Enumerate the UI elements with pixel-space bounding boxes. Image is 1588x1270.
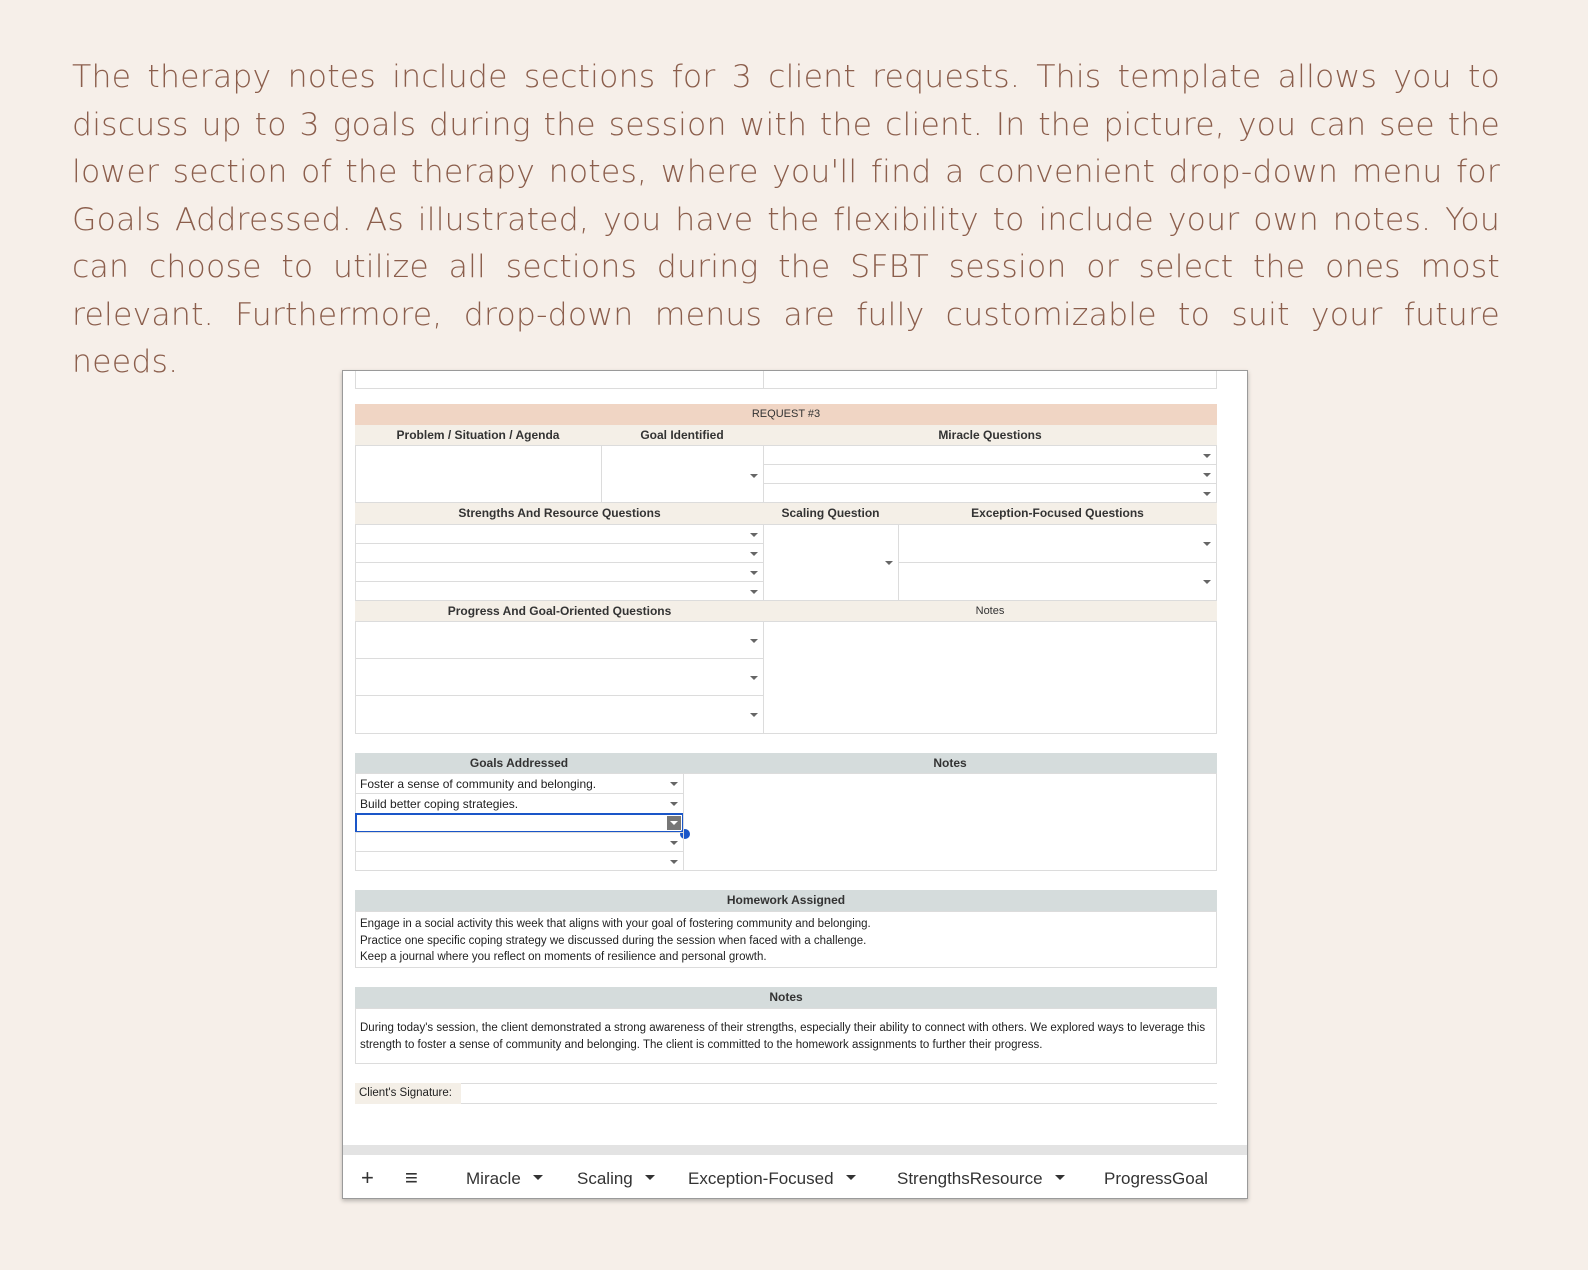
chevron-down-icon[interactable] — [1203, 542, 1211, 546]
strengths-question-1[interactable] — [355, 524, 764, 544]
chevron-down-icon[interactable] — [750, 533, 758, 537]
scaling-header: Scaling Question — [781, 506, 880, 520]
chevron-down-icon[interactable] — [670, 802, 678, 806]
goals-notes-cell[interactable] — [683, 773, 1217, 871]
progress-question-2[interactable] — [355, 658, 764, 696]
chevron-down-icon[interactable] — [750, 590, 758, 594]
chevron-down-icon[interactable] — [885, 561, 893, 565]
tab-miracle-label: Miracle — [466, 1169, 521, 1188]
goals-notes-header: Notes — [933, 756, 967, 770]
intro-paragraph: The therapy notes include sections for 3 client requests. This template allows you to discuss up to 3 goals during the session with the client. In the picture, you can see the lower section of the therapy notes, where you'll find a convenient drop-down menu for Goals Addressed. As illustrated, you have the flexibility to include your own notes. You can choose to utilize all sections during the SFBT session or select the ones most relevant. Furthermore, drop-down menus are fully customizable to suit your future needs. — [72, 59, 1500, 380]
chevron-down-icon[interactable] — [670, 860, 678, 864]
homework-cell[interactable] — [355, 911, 1217, 968]
spreadsheet-screenshot — [342, 370, 1248, 1199]
chevron-down-icon[interactable] — [1203, 580, 1211, 584]
dropdown-button-icon[interactable] — [667, 816, 681, 830]
signature-label: Client's Signature: — [355, 1083, 461, 1104]
chevron-down-icon[interactable] — [533, 1175, 543, 1180]
chevron-down-icon[interactable] — [750, 474, 758, 478]
chevron-down-icon[interactable] — [645, 1175, 655, 1180]
tab-miracle[interactable] — [466, 1169, 543, 1189]
goal-identified-header: Goal Identified — [640, 428, 724, 442]
tab-scaling[interactable] — [577, 1169, 655, 1189]
goal-item-1-label: Foster a sense of community and belonging. — [360, 777, 597, 791]
request-title: REQUEST #3 — [355, 404, 1217, 425]
session-notes-cell[interactable] — [355, 1008, 1217, 1064]
tab-strengths-resource[interactable] — [897, 1169, 1065, 1189]
chevron-down-icon[interactable] — [750, 676, 758, 680]
strengths-question-4[interactable] — [355, 581, 764, 601]
sheet-tab-bar — [343, 1145, 1247, 1198]
session-notes-text: During today's session, the client demonstrated a strong awareness of their strengths, especially their ability to connect with others. We explored ways to leverage this strength to foster a sense of community and belonging. The client is committed to the homework assignments to further their progress. — [360, 1022, 1206, 1051]
goals-addressed-header: Goals Addressed — [469, 756, 569, 770]
all-sheets-menu-icon[interactable]: ≡ — [405, 1165, 418, 1190]
chevron-down-icon[interactable] — [750, 713, 758, 717]
chevron-down-icon[interactable] — [750, 552, 758, 556]
goal-item-2[interactable] — [355, 793, 684, 814]
miracle-question-2[interactable] — [763, 464, 1217, 484]
miracle-question-3[interactable] — [763, 483, 1217, 503]
goal-item-3-selected[interactable] — [355, 813, 684, 833]
session-notes-header: Notes — [355, 987, 1217, 1008]
homework-line-2: Practice one specific coping strategy we discussed during the session when faced with a challenge. — [360, 934, 867, 947]
chevron-down-icon[interactable] — [1203, 473, 1211, 477]
chevron-down-icon[interactable] — [670, 841, 678, 845]
tab-exception-focused[interactable] — [688, 1169, 856, 1189]
miracle-questions-header: Miracle Questions — [938, 428, 1042, 442]
strengths-question-3[interactable] — [355, 562, 764, 582]
progress-header: Progress And Goal-Oriented Questions — [447, 604, 672, 618]
tab-progress-goal[interactable] — [1104, 1169, 1208, 1189]
goal-item-5[interactable] — [355, 851, 684, 871]
previous-cell-right[interactable] — [763, 370, 1217, 389]
chevron-down-icon[interactable] — [670, 782, 678, 786]
goal-item-4[interactable] — [355, 832, 684, 852]
add-sheet-icon[interactable]: + — [361, 1165, 374, 1190]
homework-header: Homework Assigned — [355, 890, 1217, 911]
signature-field[interactable] — [461, 1083, 1217, 1104]
request-notes-header: Notes — [975, 605, 1005, 617]
scaling-question-cell[interactable] — [763, 524, 899, 601]
exception-header: Exception-Focused Questions — [971, 506, 1144, 520]
homework-line-3: Keep a journal where you reflect on moments of resilience and personal growth. — [360, 951, 767, 963]
exception-question-1[interactable] — [898, 524, 1217, 563]
chevron-down-icon[interactable] — [846, 1175, 856, 1180]
tab-scaling-label: Scaling — [577, 1169, 633, 1188]
goal-item-2-label: Build better coping strategies. — [360, 797, 519, 811]
chevron-down-icon[interactable] — [1055, 1175, 1065, 1180]
strengths-header: Strengths And Resource Questions — [458, 506, 661, 520]
progress-question-3[interactable] — [355, 695, 764, 734]
chevron-down-icon[interactable] — [1203, 492, 1211, 496]
chevron-down-icon — [670, 821, 678, 825]
miracle-question-1[interactable] — [763, 445, 1217, 465]
progress-question-1[interactable] — [355, 621, 764, 659]
goal-item-1[interactable] — [355, 773, 684, 794]
homework-line-1: Engage in a social activity this week that aligns with your goal of fostering community and belonging. — [360, 918, 871, 930]
chevron-down-icon[interactable] — [750, 639, 758, 643]
exception-question-2[interactable] — [898, 562, 1217, 601]
strengths-question-2[interactable] — [355, 543, 764, 563]
goal-identified-cell[interactable] — [601, 445, 764, 503]
problem-header: Problem / Situation / Agenda — [396, 428, 560, 442]
tab-progress-goal-label: ProgressGoal — [1104, 1169, 1208, 1188]
problem-cell[interactable] — [355, 445, 602, 503]
tab-strengths-resource-label: StrengthsResource — [897, 1169, 1043, 1188]
chevron-down-icon[interactable] — [1203, 454, 1211, 458]
tab-exception-focused-label: Exception-Focused — [688, 1169, 834, 1188]
previous-cell-left[interactable] — [355, 370, 764, 389]
request-notes-cell[interactable] — [763, 621, 1217, 734]
chevron-down-icon[interactable] — [750, 571, 758, 575]
